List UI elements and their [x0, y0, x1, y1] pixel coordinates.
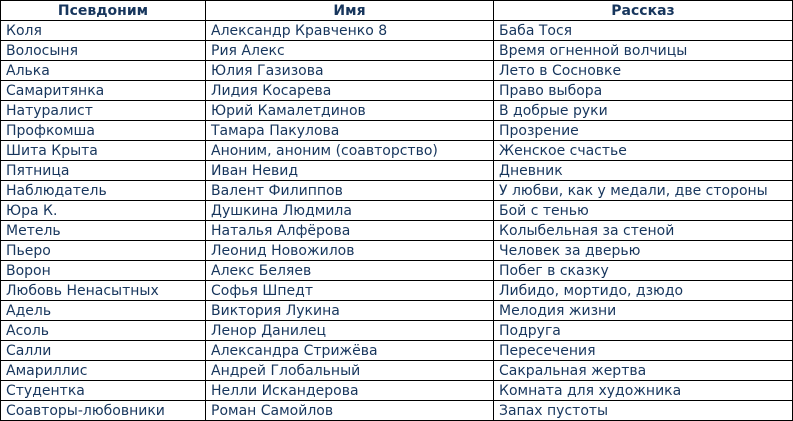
cell-pseudonym: Любовь Ненасытных	[1, 281, 206, 301]
cell-story: У любви, как у медали, две стороны	[494, 181, 793, 201]
cell-pseudonym: Амариллис	[1, 361, 206, 381]
cell-name: Юлия Газизова	[206, 61, 494, 81]
cell-pseudonym: Профкомша	[1, 121, 206, 141]
cell-story: В добрые руки	[494, 101, 793, 121]
table-row	[1, 341, 793, 361]
cell-name: Леонид Новожилов	[206, 241, 494, 261]
cell-story: Мелодия жизни	[494, 301, 793, 321]
cell-pseudonym: Пьеро	[1, 241, 206, 261]
cell-pseudonym: Студентка	[1, 381, 206, 401]
table-row	[1, 121, 793, 141]
cell-pseudonym: Салли	[1, 341, 206, 361]
cell-name: Лидия Косарева	[206, 81, 494, 101]
cell-story: Комната для художника	[494, 381, 793, 401]
cell-story: Сакральная жертва	[494, 361, 793, 381]
table-body	[1, 21, 793, 421]
cell-pseudonym: Метель	[1, 221, 206, 241]
cell-pseudonym: Алька	[1, 61, 206, 81]
table-row	[1, 61, 793, 81]
cell-story: Колыбельная за стеной	[494, 221, 793, 241]
cell-name: Тамара Пакулова	[206, 121, 494, 141]
cell-pseudonym: Соавторы-любовники	[1, 401, 206, 421]
header-pseudonym: Псевдоним	[1, 1, 206, 21]
cell-story: Дневник	[494, 161, 793, 181]
cell-story: Бой с тенью	[494, 201, 793, 221]
cell-pseudonym: Юра К.	[1, 201, 206, 221]
cell-name: Виктория Лукина	[206, 301, 494, 321]
table-row	[1, 401, 793, 421]
cell-name: Андрей Глобальный	[206, 361, 494, 381]
cell-name: Наталья Алфёрова	[206, 221, 494, 241]
cell-story: Запах пустоты	[494, 401, 793, 421]
cell-pseudonym: Наблюдатель	[1, 181, 206, 201]
table-row	[1, 381, 793, 401]
cell-pseudonym: Пятница	[1, 161, 206, 181]
table-row	[1, 21, 793, 41]
cell-name: Душкина Людмила	[206, 201, 494, 221]
cell-name: Рия Алекс	[206, 41, 494, 61]
table-row	[1, 281, 793, 301]
cell-pseudonym: Адель	[1, 301, 206, 321]
cell-story: Пересечения	[494, 341, 793, 361]
table-row	[1, 201, 793, 221]
cell-pseudonym: Шита Крыта	[1, 141, 206, 161]
cell-name: Аноним, аноним (соавторство)	[206, 141, 494, 161]
cell-story: Побег в сказку	[494, 261, 793, 281]
header-row	[1, 1, 793, 21]
cell-story: Право выбора	[494, 81, 793, 101]
table-row	[1, 361, 793, 381]
cell-story: Лето в Сосновке	[494, 61, 793, 81]
table-row	[1, 221, 793, 241]
cell-name: Алекс Беляев	[206, 261, 494, 281]
cell-pseudonym: Волосыня	[1, 41, 206, 61]
cell-story: Женское счастье	[494, 141, 793, 161]
table-row	[1, 81, 793, 101]
cell-name: Нелли Искандерова	[206, 381, 494, 401]
cell-name: Иван Невид	[206, 161, 494, 181]
cell-pseudonym: Коля	[1, 21, 206, 41]
cell-story: Время огненной волчицы	[494, 41, 793, 61]
table-row	[1, 181, 793, 201]
table-row	[1, 301, 793, 321]
cell-pseudonym: Ворон	[1, 261, 206, 281]
table-row	[1, 241, 793, 261]
table-row	[1, 101, 793, 121]
cell-pseudonym: Натуралист	[1, 101, 206, 121]
cell-story: Прозрение	[494, 121, 793, 141]
cell-name: Александр Кравченко 8	[206, 21, 494, 41]
table-row	[1, 141, 793, 161]
cell-name: Софья Шпедт	[206, 281, 494, 301]
cell-name: Валент Филиппов	[206, 181, 494, 201]
cell-story: Человек за дверью	[494, 241, 793, 261]
table-row	[1, 161, 793, 181]
cell-pseudonym: Асоль	[1, 321, 206, 341]
cell-story: Либидо, мортидо, дзюдо	[494, 281, 793, 301]
cell-name: Александра Стрижёва	[206, 341, 494, 361]
header-story: Рассказ	[494, 1, 793, 21]
cell-pseudonym: Самаритянка	[1, 81, 206, 101]
cell-name: Ленор Данилец	[206, 321, 494, 341]
table-row	[1, 41, 793, 61]
table-row	[1, 321, 793, 341]
cell-story: Баба Тося	[494, 21, 793, 41]
cell-name: Юрий Камалетдинов	[206, 101, 494, 121]
header-name: Имя	[206, 1, 494, 21]
cell-name: Роман Самойлов	[206, 401, 494, 421]
table-row	[1, 261, 793, 281]
cell-story: Подруга	[494, 321, 793, 341]
